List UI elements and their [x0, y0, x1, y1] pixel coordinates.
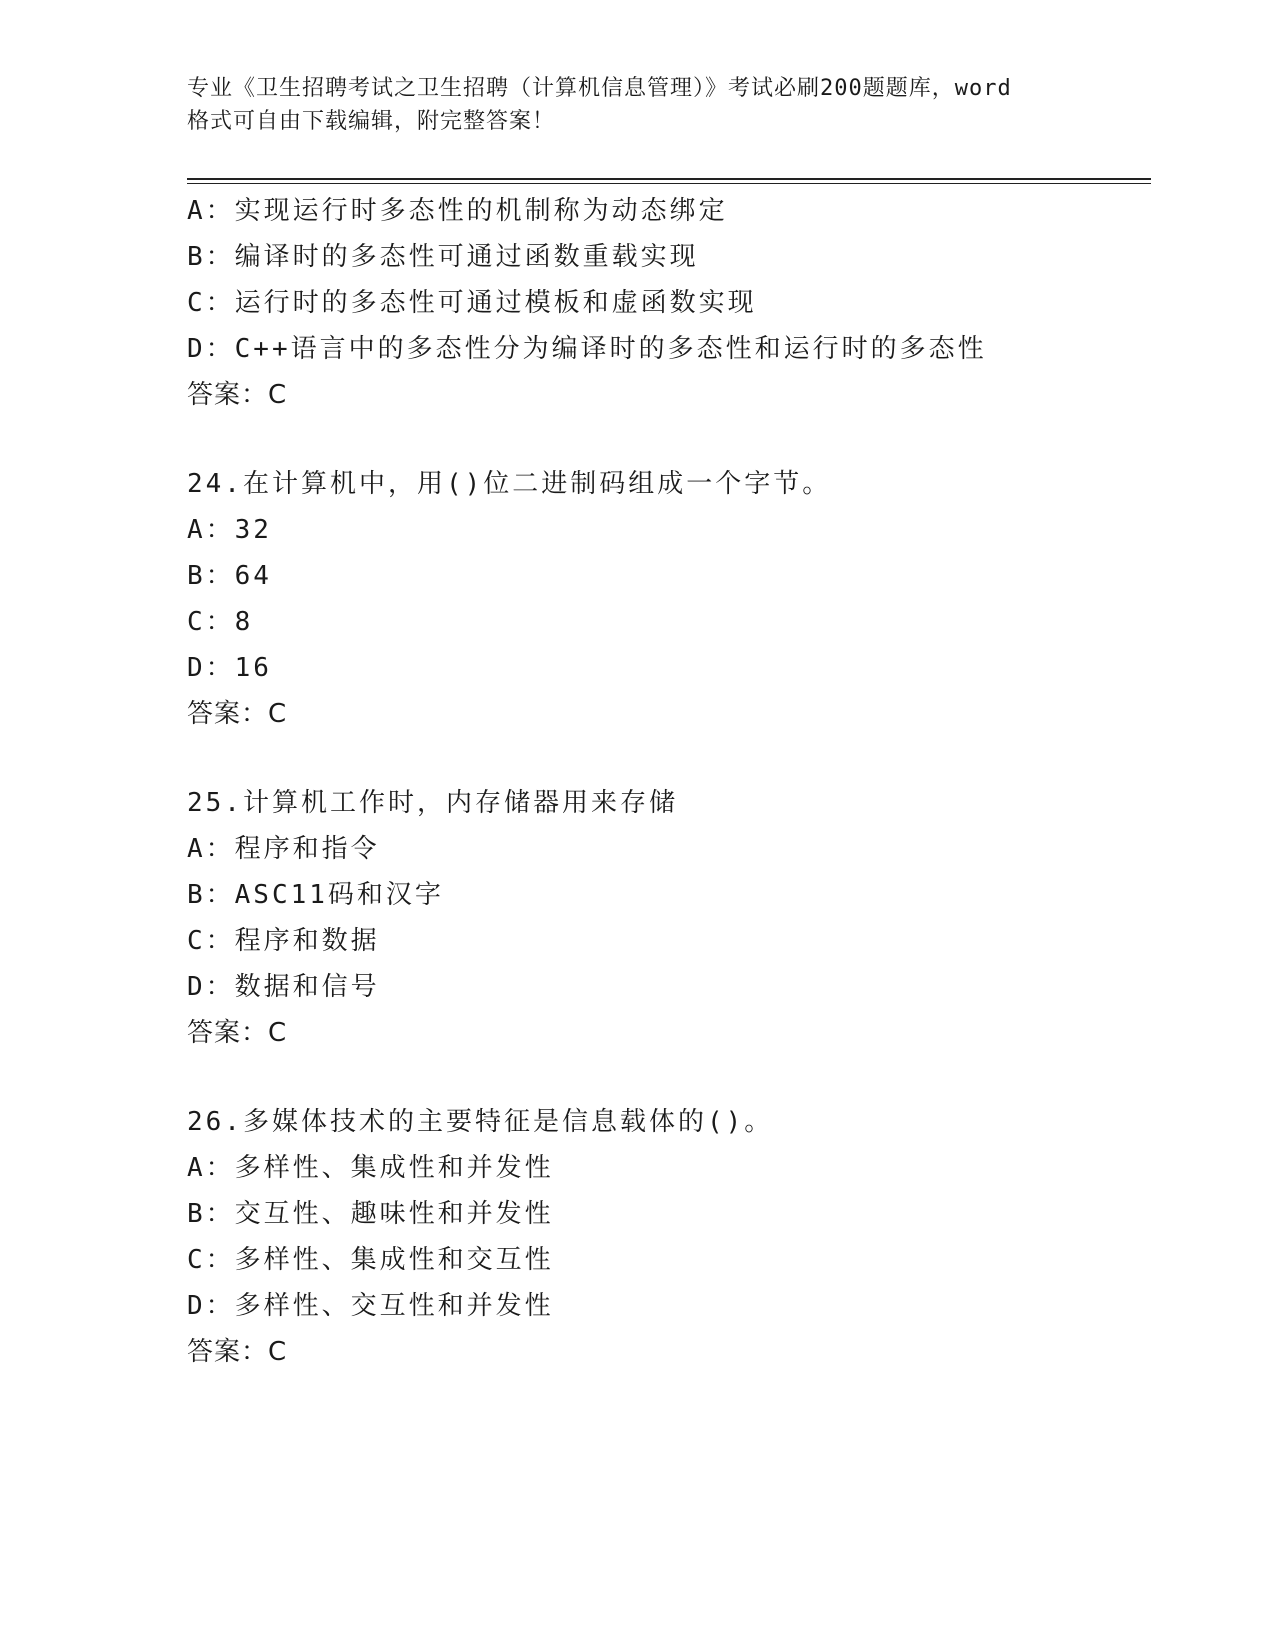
option-b: B：64	[187, 561, 272, 591]
spacer	[187, 1056, 1151, 1099]
header-divider-thick	[187, 178, 1151, 180]
question-block-24	[187, 461, 1151, 737]
option-c: C：8	[187, 607, 254, 637]
option-a: A：多样性、集成性和并发性	[187, 1153, 554, 1183]
answer-line: 答案：C	[187, 699, 288, 729]
spacer	[187, 418, 1151, 461]
question-stem: 24.在计算机中，用()位二进制码组成一个字节。	[187, 469, 832, 499]
question-stem: 25.计算机工作时，内存储器用来存储	[187, 788, 678, 818]
question-block-26	[187, 1099, 1151, 1375]
header-divider-thin	[187, 183, 1151, 184]
question-stem: 26.多媒体技术的主要特征是信息载体的()。	[187, 1107, 774, 1137]
option-a: A：32	[187, 515, 272, 545]
document-header	[187, 72, 1087, 138]
option-c: C：多样性、集成性和交互性	[187, 1245, 554, 1275]
option-d: D：多样性、交互性和并发性	[187, 1291, 554, 1321]
answer-line: 答案：C	[187, 1018, 288, 1048]
option-b: B：编译时的多态性可通过函数重载实现	[187, 242, 699, 272]
question-list	[187, 188, 1151, 1375]
option-d: D：16	[187, 653, 272, 683]
spacer	[187, 737, 1151, 780]
option-c: C：程序和数据	[187, 926, 380, 956]
header-line-2: 格式可自由下载编辑，附完整答案！	[187, 109, 556, 134]
answer-line: 答案：C	[187, 380, 288, 410]
option-a: A：实现运行时多态性的机制称为动态绑定	[187, 196, 728, 226]
answer-line: 答案：C	[187, 1337, 288, 1367]
option-d: D：C++语言中的多态性分为编译时的多态性和运行时的多态性	[187, 334, 987, 364]
option-a: A：程序和指令	[187, 834, 380, 864]
question-block-23	[187, 188, 1151, 418]
question-block-25	[187, 780, 1151, 1056]
header-line-1: 专业《卫生招聘考试之卫生招聘（计算机信息管理）》考试必刷200题题库，word	[187, 76, 1012, 101]
option-c: C：运行时的多态性可通过模板和虚函数实现	[187, 288, 757, 318]
option-b: B：ASC11码和汉字	[187, 880, 444, 910]
option-d: D：数据和信号	[187, 972, 380, 1002]
option-b: B：交互性、趣味性和并发性	[187, 1199, 554, 1229]
